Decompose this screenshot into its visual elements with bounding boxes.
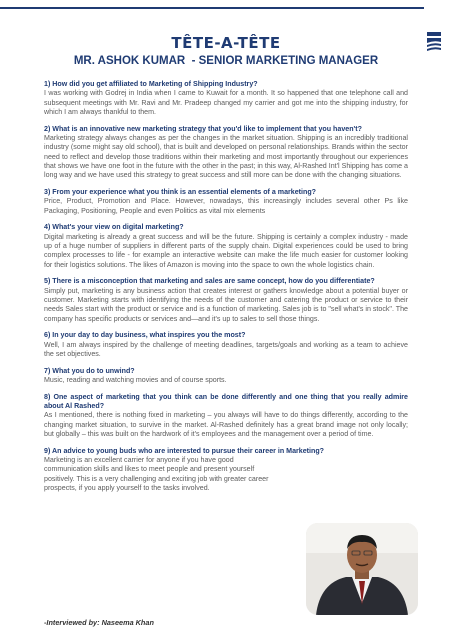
question: 1) How did you get affiliated to Marketing of Shipping Industry? xyxy=(44,80,258,88)
page-subtitle: MR. ASHOK KUMAR - SENIOR MARKETING MANAGER xyxy=(73,55,379,67)
answer: Price, Product, Promotion and Place. However, nowadays, this increasingly includes several other Ps like Packaging, Positioning, People and even Politics as vital mix elements xyxy=(44,197,408,215)
qa-item xyxy=(44,223,408,269)
answer: Well, I am always inspired by the challenge of meeting deadlines, targets/goals and working as a team to achieve the set objectives. xyxy=(44,340,408,358)
answer: Marketing is an excellent carrier for anyone if you have good communication skills and likes to meet people and present yourself positively. This is a very challenging and exciting job with greater career prospects, if you apply yourself to the tasks involved. xyxy=(44,456,269,492)
portrait-photo xyxy=(306,523,418,615)
answer: Music, reading and watching movies and of course sports. xyxy=(44,376,227,385)
question: 5) There is a misconception that marketing and sales are same concept, how do you differentiate? xyxy=(44,277,375,286)
question: 8) One aspect of marketing that you think can be done differently and one thing that you really admire about Al Rashed? xyxy=(44,392,408,411)
qa-item xyxy=(44,188,408,216)
question: 4) What's your view on digital marketing? xyxy=(44,223,184,232)
question: 9) An advice to young buds who are interested to pursue their career in Marketing? xyxy=(44,446,324,455)
page-title: TÊTE-A-TÊTE xyxy=(171,34,281,52)
qa-item xyxy=(44,393,408,439)
qa-item xyxy=(44,447,408,493)
answer: Marketing strategy always changes as per the changes in the market situation. Shipping is an incredibly traditional industry (some might say old school), that is built and developed on personal relationships. Brands within the sector need to reflect and develop those traditions within their marketing and most importantly throughout our experiences that shows we have one foot in the future with the other in the past; in this way, Al-Rashed Int'l Shipping has come a long way and we have used this strategy to great success and still more can be done with the changing situations. xyxy=(44,133,408,180)
answer: I was working with Godrej in India when I came to Kuwait for a month. It so happened that one telephone call and subsequent meetings with Mr. Ravi and Mr. Pradeep changed my carrier and got me into the shipping industry, for which I am always thankful to them. xyxy=(44,89,408,116)
qa-item xyxy=(44,277,408,323)
qa-item xyxy=(44,367,408,386)
header-rule xyxy=(0,7,424,9)
qa-item xyxy=(44,125,408,181)
interviewer-credit: -Interviewed by: Naseema Khan xyxy=(44,618,154,627)
question: 2) What is an innovative new marketing strategy that you'd like to implement that you haven't? xyxy=(44,124,362,133)
question: 3) From your experience what you think is an essential elements of a marketing? xyxy=(44,187,317,196)
question: 6) In your day to day business, what inspires you the most? xyxy=(44,331,246,340)
qa-item xyxy=(44,80,408,117)
answer: Simply put, marketing is any business action that creates interest or gathers knowledge about a potential buyer or customer. Marketing starts with identifying the needs of the customer and catering the product or service to their needs Sales start with the product or service and is a function of marketing. Sales job is to "sell what's in stock". The company has specific products or services and—and it's up to sales to sell those things. xyxy=(44,286,408,323)
answer: As I mentioned, there is nothing fixed in marketing – you always will have to do things differently, according to the changing market situation, to survive in the market. Al-Rashed definitely has a great brand image not only locally; but globally – this was built on the hardwork of it's employees and the management over a period of time. xyxy=(44,411,408,438)
qa-item xyxy=(44,331,408,359)
interview-body xyxy=(44,80,408,501)
answer: Digital marketing is already a great success and will be the future. Shipping is certainly a complex industry - made up of a huge number of suppliers in different parts of the supply chain. Digital experiences could be used to bring complex processes to life - for example an interactive website can make the life much easier for customer looking for their logistics solutions. The likes of Amazon is moving into the space to own the whole logistics chain. xyxy=(44,232,408,269)
question: 7) What you do to unwind? xyxy=(44,366,135,375)
